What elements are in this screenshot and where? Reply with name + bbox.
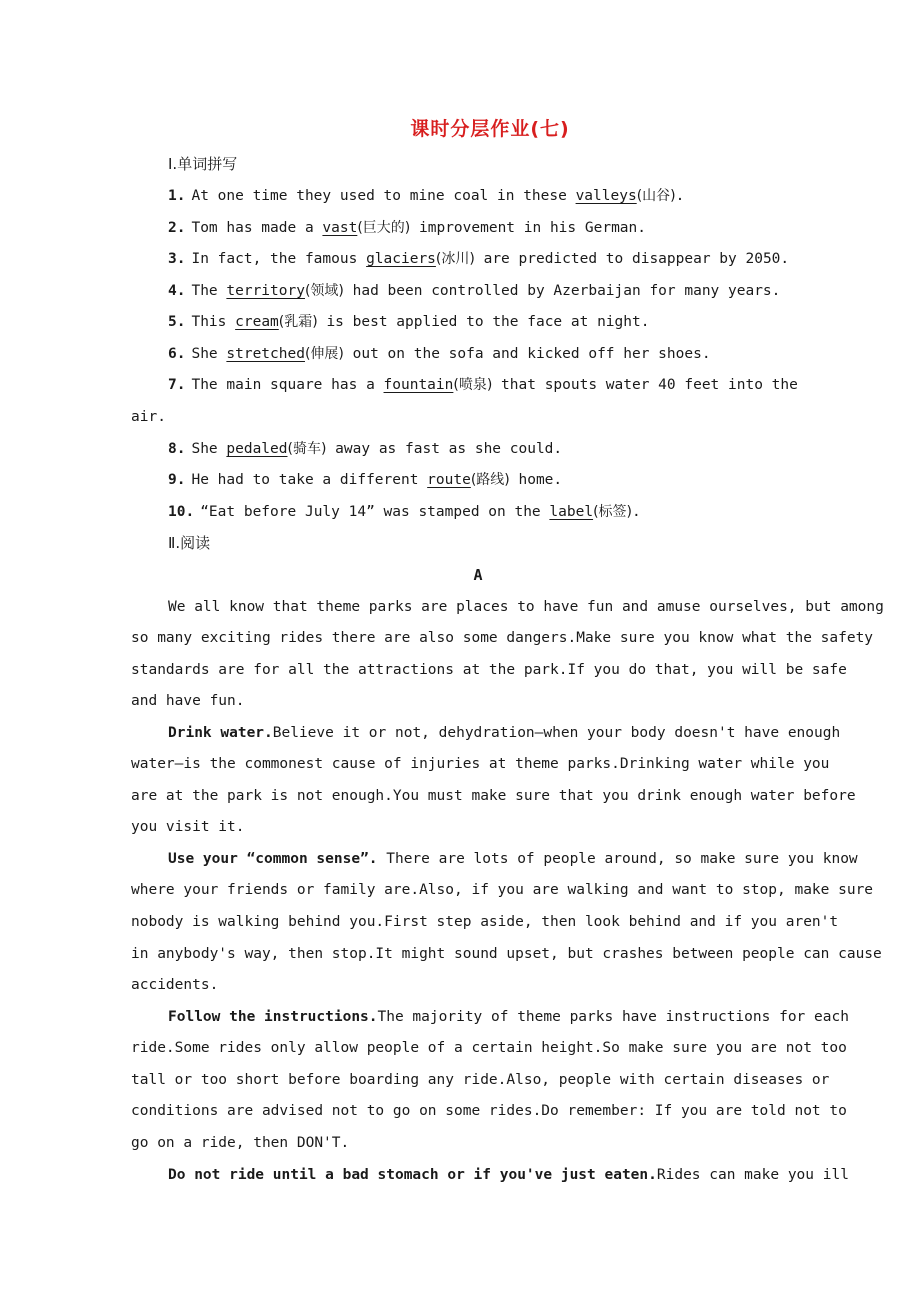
paragraph-line: nobody is walking behind you.First step aside, then look behind and if you aren't: [131, 914, 839, 930]
item-number: 2.: [168, 220, 186, 236]
item-hint: (标签): [593, 504, 632, 520]
spelling-item: [168, 344, 711, 364]
paragraph-lead: Follow the instructions.: [168, 1009, 378, 1025]
paragraph-line: you visit it.: [131, 819, 245, 835]
paragraph-text: Rides can make you ill: [656, 1167, 849, 1183]
paragraph-line: conditions are advised not to go on some rides.Do remember: If you are told not to: [131, 1103, 847, 1119]
spelling-item: [168, 439, 562, 459]
paragraph-line: tall or too short before boarding any ride.Also, people with certain diseases or: [131, 1072, 830, 1088]
paragraph-line: are at the park is not enough.You must make sure that you drink enough water before: [131, 788, 856, 804]
paragraph-line: and have fun.: [131, 693, 245, 709]
paragraph-lead: Do not ride until a bad stomach or if you've just eaten.: [168, 1167, 657, 1183]
item-number: 5.: [168, 314, 186, 330]
paragraph-line: in anybody's way, then stop.It might sound upset, but crashes between people can cause: [131, 946, 882, 962]
section-heading-spelling: Ⅰ.单词拼写: [168, 155, 238, 173]
item-number: 7.: [168, 377, 186, 393]
item-number: 3.: [168, 251, 186, 267]
item-hint: (骑车): [287, 441, 327, 457]
item-answer: valleys: [575, 188, 637, 204]
paragraph-line: ride.Some rides only allow people of a certain height.So make sure you are not too: [131, 1040, 847, 1056]
spelling-item: [168, 249, 789, 269]
item-text-after: .: [675, 188, 685, 204]
paragraph-line: go on a ride, then DON'T.: [131, 1135, 350, 1151]
item-number: 6.: [168, 346, 186, 362]
item-text-before: This: [191, 314, 236, 330]
item-answer: label: [549, 504, 594, 520]
spelling-item: [168, 502, 641, 522]
spelling-item-continuation: air.: [131, 409, 166, 425]
item-text-before: The: [191, 283, 227, 299]
spelling-item: [168, 218, 646, 238]
paragraph-lead: Use your “common sense”.: [168, 851, 378, 867]
paragraph-line: so many exciting rides there are also some dangers.Make sure you know what the safety: [131, 630, 874, 646]
paragraph-line: accidents.: [131, 977, 219, 993]
item-number: 9.: [168, 472, 186, 488]
paragraph-text: The majority of theme parks have instructions for each: [377, 1009, 849, 1025]
item-hint: (喷泉): [453, 377, 493, 393]
item-answer: cream: [235, 314, 279, 330]
item-text-after: improvement in his German.: [410, 220, 646, 236]
item-hint: (路线): [470, 472, 510, 488]
item-answer: pedaled: [226, 441, 288, 457]
paragraph-line: water—is the commonest cause of injuries at theme parks.Drinking water while you: [131, 756, 830, 772]
item-answer: glaciers: [366, 251, 436, 267]
item-number: 10.: [168, 504, 195, 520]
item-hint: (伸展): [304, 346, 344, 362]
passage-label: A: [473, 566, 483, 584]
item-text-after: away as fast as she could.: [326, 441, 563, 457]
item-answer: territory: [226, 283, 305, 299]
item-text-after: out on the sofa and kicked off her shoes.: [343, 346, 711, 362]
item-hint: (领域): [304, 283, 344, 299]
item-number: 4.: [168, 283, 186, 299]
item-text-before: She: [191, 441, 227, 457]
item-answer: stretched: [226, 346, 305, 362]
item-hint: (乳霜): [278, 314, 318, 330]
paragraph-line: [168, 723, 840, 743]
item-text-before: At one time they used to mine coal in these: [191, 188, 576, 204]
paragraph-line: where your friends or family are.Also, if you are walking and want to stop, make sure: [131, 882, 874, 898]
spelling-item: [168, 186, 684, 206]
item-text-before: Tom has made a: [191, 220, 323, 236]
page-title: 课时分层作业(七): [410, 118, 570, 140]
item-text-after: is best applied to the face at night.: [317, 314, 650, 330]
item-text-before: He had to take a different: [191, 472, 428, 488]
paragraph-line: [168, 849, 858, 869]
spelling-item: [168, 375, 798, 395]
item-text-before: She: [191, 346, 227, 362]
item-text-after: are predicted to disappear by 2050.: [474, 251, 790, 267]
item-number: 1.: [168, 188, 186, 204]
item-text-after: .: [632, 504, 641, 520]
paragraph-line: standards are for all the attractions at the park.If you do that, you will be safe: [131, 662, 847, 678]
spelling-item: [168, 470, 562, 490]
paragraph-text: There are lots of people around, so make sure you know: [377, 851, 858, 867]
paragraph-line: We all know that theme parks are places to have fun and amuse ourselves, but among: [168, 599, 884, 615]
item-text-before: In fact, the famous: [191, 251, 367, 267]
paragraph-text: Believe it or not, dehydration—when your body doesn't have enough: [272, 725, 841, 741]
item-hint: (山谷): [636, 188, 676, 204]
paragraph-lead: Drink water.: [168, 725, 273, 741]
item-text-before: “Eat before July 14” was stamped on the: [200, 504, 550, 520]
item-text-after: had been controlled by Azerbaijan for many years.: [343, 283, 781, 299]
item-text-before: The main square has a: [191, 377, 384, 393]
paragraph-line: [168, 1165, 849, 1185]
item-text-after: home.: [509, 472, 563, 488]
section-heading-reading: Ⅱ.阅读: [168, 534, 211, 552]
item-answer: vast: [322, 220, 358, 236]
item-hint: (巨大的): [357, 220, 411, 236]
item-hint: (冰川): [435, 251, 475, 267]
item-answer: route: [427, 472, 471, 488]
item-answer: fountain: [383, 377, 454, 393]
item-number: 8.: [168, 441, 186, 457]
item-text-after: that spouts water 40 feet into the: [492, 377, 798, 393]
paragraph-line: [168, 1007, 849, 1027]
spelling-item: [168, 281, 780, 301]
spelling-item: [168, 312, 649, 332]
